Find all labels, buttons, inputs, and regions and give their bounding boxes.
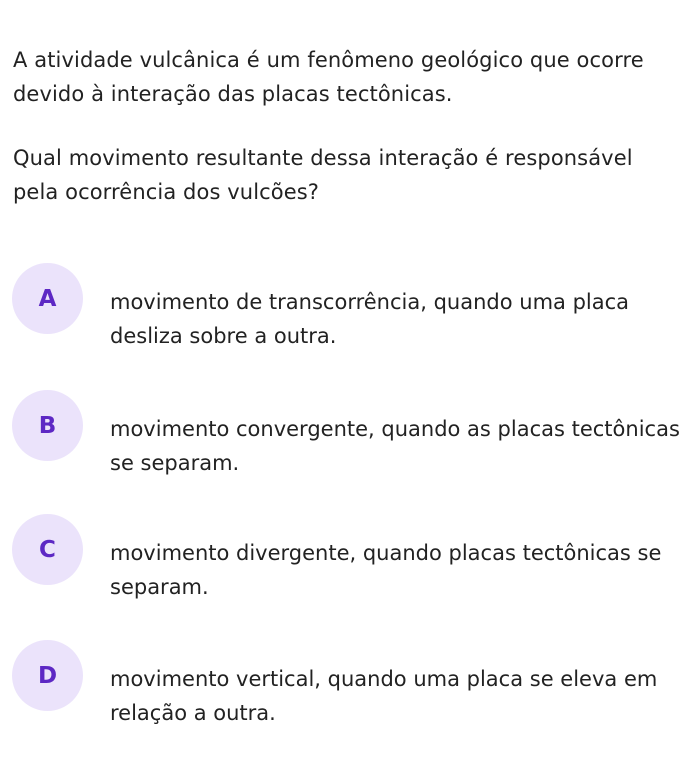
answer-option-c[interactable] <box>12 514 680 599</box>
option-letter-badge[interactable]: B <box>12 390 83 461</box>
question-prompt: Qual movimento resultante dessa interação é responsável pela ocorrência dos vulcões? <box>13 146 633 204</box>
option-text[interactable]: movimento vertical, quando uma placa se eleva em relação a outra. <box>110 667 658 725</box>
option-letter-badge[interactable]: D <box>12 640 83 711</box>
answer-option-d[interactable] <box>12 640 680 725</box>
option-text[interactable]: movimento convergente, quando as placas tectônicas se separam. <box>110 417 680 475</box>
option-letter-badge[interactable]: A <box>12 263 83 334</box>
answer-option-a[interactable] <box>12 263 680 348</box>
option-text[interactable]: movimento de transcorrência, quando uma placa desliza sobre a outra. <box>110 290 630 348</box>
option-letter-badge[interactable]: C <box>12 514 83 585</box>
answer-option-b[interactable] <box>12 390 680 475</box>
option-text[interactable]: movimento divergente, quando placas tectônicas se separam. <box>110 541 662 599</box>
question-statement: A atividade vulcânica é um fenômeno geológico que ocorre devido à interação das placas tectônicas. <box>13 48 644 106</box>
